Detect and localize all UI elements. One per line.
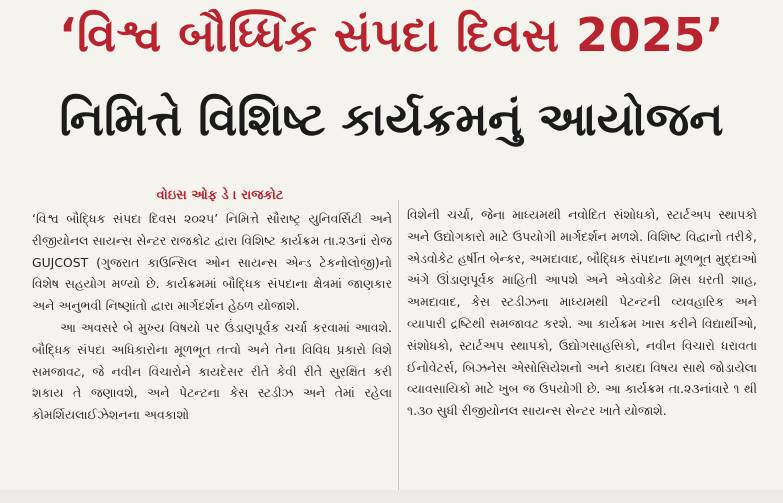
article-paragraph: વિશેની ચર્ચા, જેના માધ્યમથી નવોદિત સંશોધકો, સ્ટાર્ટઅપ સ્થાપકો અને ઉદ્યોગકારો માટે ઉપયોગી માર્ગદર્શન મળશે. વિશિષ્ટ વિદ્વાનો તરીકે, એડવોકેટ હર્ષીત બેન્કર, અમદાવાદ, બૌદ્ધિક સંપદાના મૂળભૂત મુદ્દાઓ અંગે ઊંડાણપૂર્વક માહિતી આપશે અને એડવોકેટ મિસ ધરતી શાહ, અમદાવાદ, કેસ સ્ટડીઝના માધ્યમથી પેટન્ટની વ્યવહારિક અને વ્યાપારી દ્રષ્ટિથી સમજાવટ કરશે. આ કાર્યક્રમ ખાસ કરીને વિદ્યાર્થીઓ, સંશોધકો, સ્ટાર્ટઅપ સ્થાપકો, ઉદ્યોગસાહસિકો, નવીન વિચારો ધરાવતા ઈનોવેટર્સ, બિઝનેસ એસોસિયેશનો અને કાયદા વિષય સાથે જોડાયેલા વ્યાવસાયિકો માટે ખુબ જ ઉપયોગી છે. આ કાર્યક્રમ તા.૨૩નાંવારે ૧ થી ૧.૩૦ સુધી રીજીયોનલ સાયન્સ સેન્ટર ખાતે યોજાશે. — [407, 207, 757, 419]
column-divider — [398, 200, 399, 490]
page-bottom-edge — [0, 490, 783, 503]
article-paragraph: ‘વિશ્વ બૌદ્ધિક સંપદા દિવસ ૨૦૨૫’ નિમિત્તે સૌરાષ્ટ્ર યુનિવર્સિટી અને રીજીયોનલ સાયન્સ સેન્ટર રાજકોટ દ્વારા વિશિષ્ટ કાર્યક્રમ તા.૨૩નાં રોજ GUJCOST (ગુજરાત કાઉન્સિલ ઓન સાયન્સ એન્ડ ટેકનોલોજી)નો વિશેષ સહયોગ મળ્યો છે. કાર્યક્રમમાં બૌદ્ધિક સંપદાના ક્ષેત્રમાં જાણકાર અને અનુભવી નિષ્ણાંતો દ્વારા માર્ગદર્શન હેઠળ યોજાશે. — [32, 211, 392, 314]
headline-line-1: ‘વિશ્વ બૌધ્ધિક સંપદા દિવસ 2025’ — [58, 8, 724, 62]
article-column-left — [32, 208, 392, 426]
byline: વોઇસ ઓફ ડે । રાજકોટ — [156, 188, 284, 203]
headline-line-2: નિમિત્તે વિશિષ્ટ કાર્યક્રમનું આયોજન — [59, 92, 724, 146]
article-column-right — [407, 204, 757, 422]
article-paragraph: આ અવસરે બે મુખ્ય વિષયો પર ઉંડાણપૂર્વક ચર્ચા કરવામાં આવશે. બૌદ્ધિક સંપદા અધિકારોના મૂળભૂત તત્વો અને તેના વિવિધ પ્રકારો વિશે સમજાવટ, જે નવીન વિચારોને કાયદેસર રીતે કેવી રીતે સુરક્ષિત કરી શકાય તે જણાવશે, અને પેટન્ટના કેસ સ્ટડીઝ અને તેમાં રહેલા કોમર્શિયલાઈઝેશનના અવકાશો — [32, 319, 392, 423]
